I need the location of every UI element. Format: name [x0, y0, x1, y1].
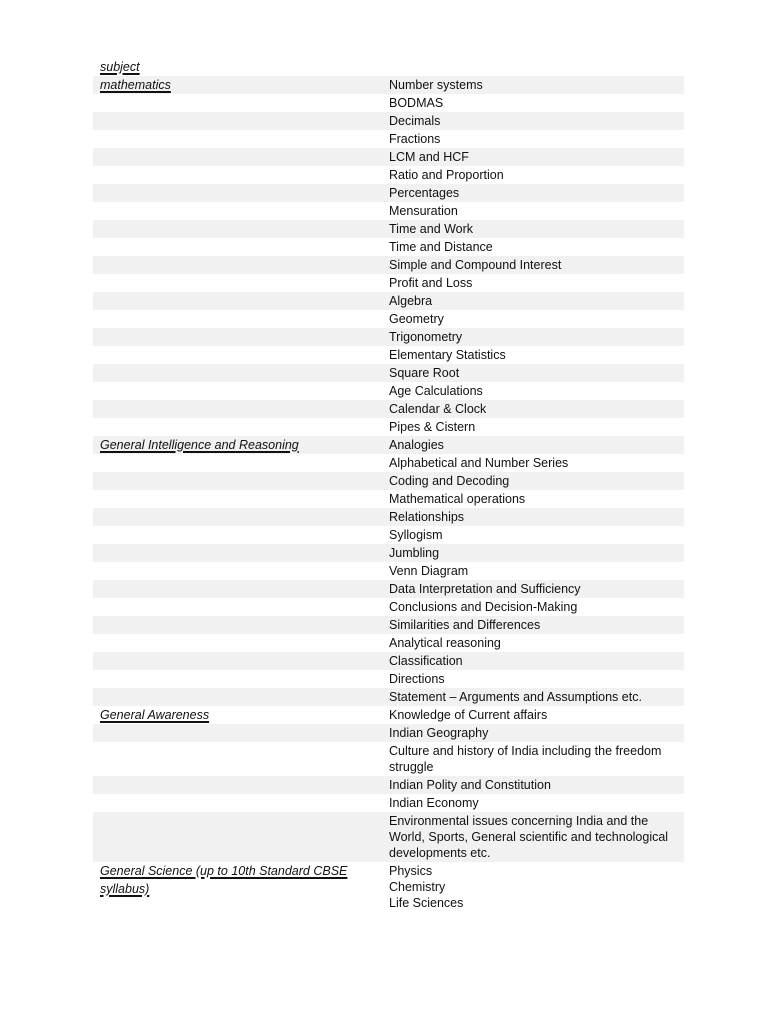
table-row: [93, 652, 684, 670]
table-row: [93, 148, 684, 166]
table-row: [93, 706, 684, 724]
subject-column-header: subject: [100, 60, 140, 74]
table-row: [93, 562, 684, 580]
topic-cell: Time and Work: [389, 222, 474, 236]
subject-name: mathematics: [100, 78, 171, 92]
topic-cell: Indian Geography: [389, 726, 489, 740]
table-row: [93, 616, 684, 634]
section-general-intelligence: [93, 436, 684, 706]
table-row: [93, 454, 684, 472]
topic-cell: Coding and Decoding: [389, 474, 510, 488]
subject-name: General Intelligence and Reasoning: [100, 438, 299, 452]
table-row: [93, 724, 684, 742]
section-general-awareness: [93, 706, 684, 862]
header-row: [93, 58, 684, 76]
subject-cell: [93, 862, 389, 912]
topic-cell: Data Interpretation and Sufficiency: [389, 582, 581, 596]
topic-cell: Statement – Arguments and Assumptions etc.: [389, 690, 642, 704]
subject-cell: [93, 436, 389, 454]
table-row: [93, 238, 684, 256]
topic-cell: Trigonometry: [389, 330, 463, 344]
table-row: [93, 580, 684, 598]
topic-cell: Simple and Compound Interest: [389, 258, 562, 272]
topic-cell: Syllogism: [389, 528, 443, 542]
topic-cell: Chemistry: [389, 880, 446, 894]
topic-cell: Indian Polity and Constitution: [389, 778, 551, 792]
table-row: [93, 346, 684, 364]
table-row: [93, 130, 684, 148]
topic-cell: Mathematical operations: [389, 492, 526, 506]
topic-cell: Percentages: [389, 186, 460, 200]
table-row: [93, 508, 684, 526]
table-row: [93, 544, 684, 562]
topic-cell: Classification: [389, 654, 463, 668]
table-row: [93, 472, 684, 490]
subject-name: General Science (up to 10th Standard CBSE syllabus): [100, 864, 348, 896]
table-row: [93, 76, 684, 94]
topic-cell: Age Calculations: [389, 384, 483, 398]
topic-cell: Life Sciences: [389, 896, 464, 910]
topic-cell: Physics: [389, 864, 433, 878]
topic-cell: Directions: [389, 672, 445, 686]
topic-cell: Similarities and Differences: [389, 618, 541, 632]
topic-cell: Geometry: [389, 312, 444, 326]
table-row: [93, 490, 684, 508]
subject-cell: [93, 76, 389, 94]
table-row: [93, 166, 684, 184]
table-row: [93, 688, 684, 706]
table-row: [93, 274, 684, 292]
topic-cell: Analogies: [389, 438, 444, 452]
topic-cell: Number systems: [389, 78, 483, 92]
topic-cell: Mensuration: [389, 204, 458, 218]
topic-cell: Fractions: [389, 132, 441, 146]
topic-list: [389, 862, 684, 912]
table-row: [93, 382, 684, 400]
topic-cell: Profit and Loss: [389, 276, 473, 290]
topic-cell: Indian Economy: [389, 796, 479, 810]
topic-cell: Relationships: [389, 510, 465, 524]
table-row: [93, 418, 684, 436]
topic-cell: Venn Diagram: [389, 564, 469, 578]
topic-cell: Analytical reasoning: [389, 636, 501, 650]
topic-cell: BODMAS: [389, 96, 444, 110]
topic-cell: Alphabetical and Number Series: [389, 456, 569, 470]
section-mathematics: [93, 76, 684, 436]
table-row: [93, 256, 684, 274]
topic-cell: Ratio and Proportion: [389, 168, 504, 182]
topic-cell: Environmental issues concerning India and the World, Sports, General scientific and technological developments etc.: [389, 814, 669, 860]
table-row: [93, 742, 684, 776]
table-row: [93, 436, 684, 454]
table-row: [93, 670, 684, 688]
table-row: [93, 310, 684, 328]
topic-cell: Pipes & Cistern: [389, 420, 476, 434]
topic-cell: LCM and HCF: [389, 150, 469, 164]
subject-name: General Awareness: [100, 708, 210, 722]
subject-cell: [93, 706, 389, 724]
topic-cell: Square Root: [389, 366, 460, 380]
table-row: [93, 634, 684, 652]
table-row: [93, 400, 684, 418]
topic-cell: Elementary Statistics: [389, 348, 506, 362]
table-row: [93, 184, 684, 202]
topic-cell: Time and Distance: [389, 240, 493, 254]
table-row: [93, 776, 684, 794]
table-row: [93, 812, 684, 862]
topic-cell: Decimals: [389, 114, 441, 128]
topic-cell: Conclusions and Decision-Making: [389, 600, 578, 614]
topic-cell: Calendar & Clock: [389, 402, 487, 416]
topic-cell: Algebra: [389, 294, 433, 308]
table-row: [93, 292, 684, 310]
table-row: [93, 112, 684, 130]
table-row: [93, 328, 684, 346]
topic-cell: Culture and history of India including the freedom struggle: [389, 744, 662, 774]
table-row: [93, 202, 684, 220]
table-row: [93, 220, 684, 238]
table-row: [93, 794, 684, 812]
table-row: [93, 94, 684, 112]
section-general-science: [93, 862, 684, 912]
syllabus-document: [93, 58, 684, 912]
table-row: [93, 526, 684, 544]
topic-cell: Jumbling: [389, 546, 440, 560]
topic-cell: Knowledge of Current affairs: [389, 708, 548, 722]
table-row: [93, 364, 684, 382]
table-row: [93, 598, 684, 616]
